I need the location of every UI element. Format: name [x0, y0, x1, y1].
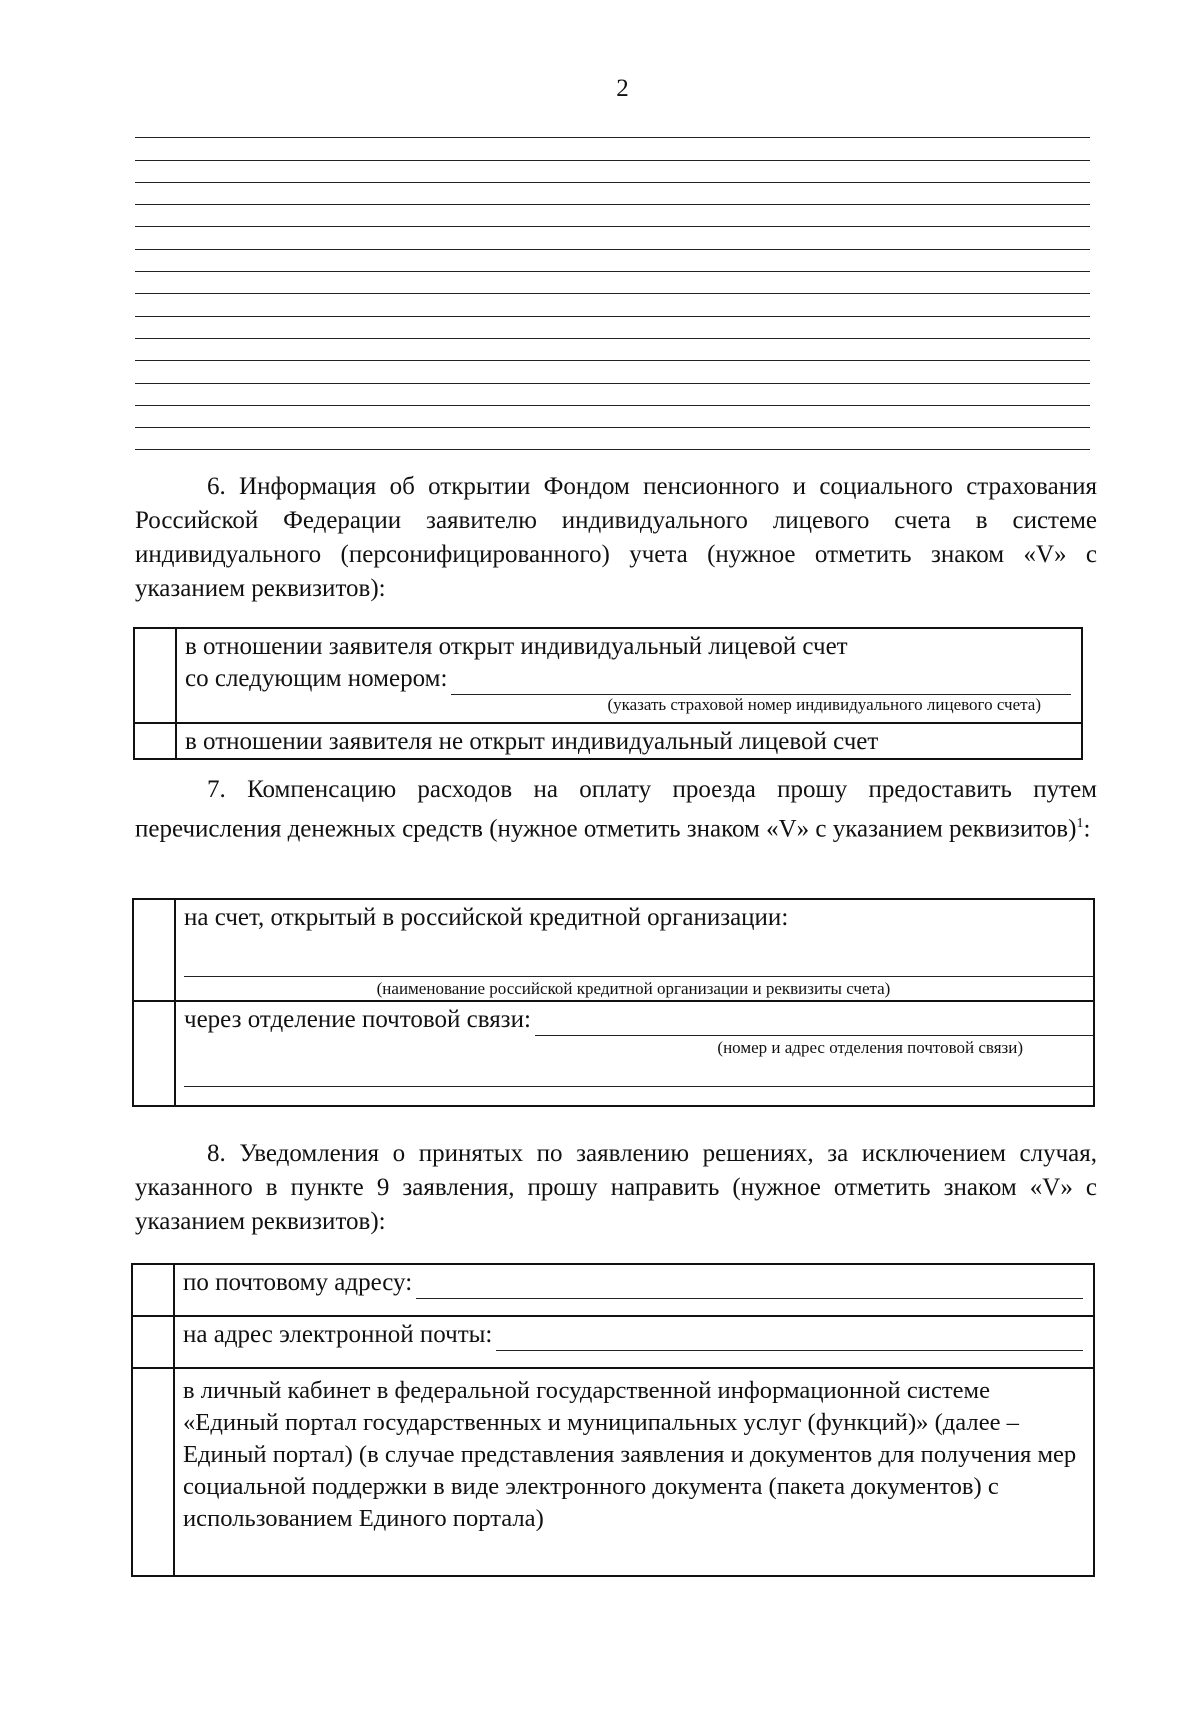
section-6-option-2-label: в отношении заявителя не открыт индивидуальный лицевой счет	[185, 728, 879, 755]
section-6-option-2	[176, 723, 1082, 759]
section-8-option-3-label: в личный кабинет в федеральной государственной информационной системе «Единый портал государственных и муниципальных услуг (функций)» (далее – Единый портал) (в случае представления заявления и документов для получения мер социальной поддержки в виде электронного документа (пакета документов) с использованием Единого портала)	[174, 1368, 1094, 1576]
section-6-options-table	[133, 627, 1083, 760]
section-6-option-1-number-label: со следующим номером:	[185, 665, 448, 692]
post-office-caption: (номер и адрес отделения почтовой связи)	[717, 1038, 1023, 1057]
section-7-text	[135, 773, 1097, 846]
section-7-option-2-label: через отделение почтовой связи:	[184, 1006, 531, 1033]
section-8-options-table	[131, 1263, 1095, 1577]
section-7-option-2-checkbox[interactable]	[133, 1001, 175, 1106]
page-number: 2	[616, 75, 629, 102]
blank-line[interactable]	[135, 427, 1090, 428]
blank-line[interactable]	[135, 449, 1090, 450]
blank-line[interactable]	[135, 137, 1090, 138]
section-8-option-1-checkbox[interactable]	[132, 1264, 174, 1316]
section-7-option-2	[175, 1001, 1094, 1106]
section-6-option-1-label: в отношении заявителя открыт индивидуальный лицевой счет	[185, 633, 848, 660]
postal-address-field[interactable]	[416, 1274, 1083, 1299]
section-7-option-1	[175, 899, 1094, 1001]
section-8-option-2-label: на адрес электронной почты:	[183, 1321, 493, 1348]
blank-line[interactable]	[135, 226, 1090, 227]
blank-line[interactable]	[135, 249, 1090, 250]
blank-line[interactable]	[135, 204, 1090, 205]
section-7-text-body: 7. Компенсацию расходов на оплату проезда прошу предоставить путем перечисления денежных средств (нужное отметить знаком «V» с указанием реквизитов)	[135, 776, 1097, 843]
section-8-option-2-checkbox[interactable]	[132, 1316, 174, 1368]
account-number-caption: (указать страховой номер индивидуального лицевого счета)	[607, 695, 1041, 714]
email-field[interactable]	[496, 1326, 1083, 1351]
blank-line[interactable]	[135, 160, 1090, 161]
section-6-option-1-checkbox[interactable]	[134, 628, 176, 723]
section-6-option-2-checkbox[interactable]	[134, 723, 176, 759]
section-7-text-end: :	[1083, 815, 1091, 843]
bank-details-caption: (наименование российской кредитной организации и реквизиты счета)	[376, 979, 891, 998]
section-8-option-1-label: по почтовому адресу:	[183, 1269, 413, 1296]
blank-line[interactable]	[135, 338, 1090, 339]
blank-line[interactable]	[135, 405, 1090, 406]
section-8-option-3-checkbox[interactable]	[132, 1368, 174, 1576]
blank-line[interactable]	[135, 271, 1090, 272]
account-number-field[interactable]	[451, 670, 1071, 695]
section-6-text: 6. Информация об открытии Фондом пенсионного и социального страхования Российской Федерации заявителю индивидуального лицевого счета в системе индивидуального (персонифицированного) учета (нужное отметить знаком «V» с указанием реквизитов):	[135, 473, 1097, 602]
post-office-field-line-2[interactable]	[184, 1058, 1093, 1087]
section-8-text: 8. Уведомления о принятых по заявлению решениях, за исключением случая, указанного в пункте 9 заявления, прошу направить (нужное отметить знаком «V» с указанием реквизитов):	[135, 1140, 1097, 1235]
bank-details-field[interactable]	[184, 934, 1093, 977]
section-7-option-1-label: на счет, открытый в российской кредитной организации:	[184, 904, 789, 931]
post-office-field[interactable]	[535, 1011, 1093, 1036]
section-8-option-1	[174, 1264, 1094, 1316]
section-7-option-1-checkbox[interactable]	[133, 899, 175, 1001]
blank-line[interactable]	[135, 383, 1090, 384]
section-6-option-1	[176, 628, 1082, 723]
blank-line[interactable]	[135, 360, 1090, 361]
section-8-option-2	[174, 1316, 1094, 1368]
footnote-mark: 1	[1076, 816, 1084, 831]
section-7-options-table	[132, 898, 1095, 1107]
blank-line[interactable]	[135, 182, 1090, 183]
blank-line[interactable]	[135, 316, 1090, 317]
blank-line[interactable]	[135, 293, 1090, 294]
